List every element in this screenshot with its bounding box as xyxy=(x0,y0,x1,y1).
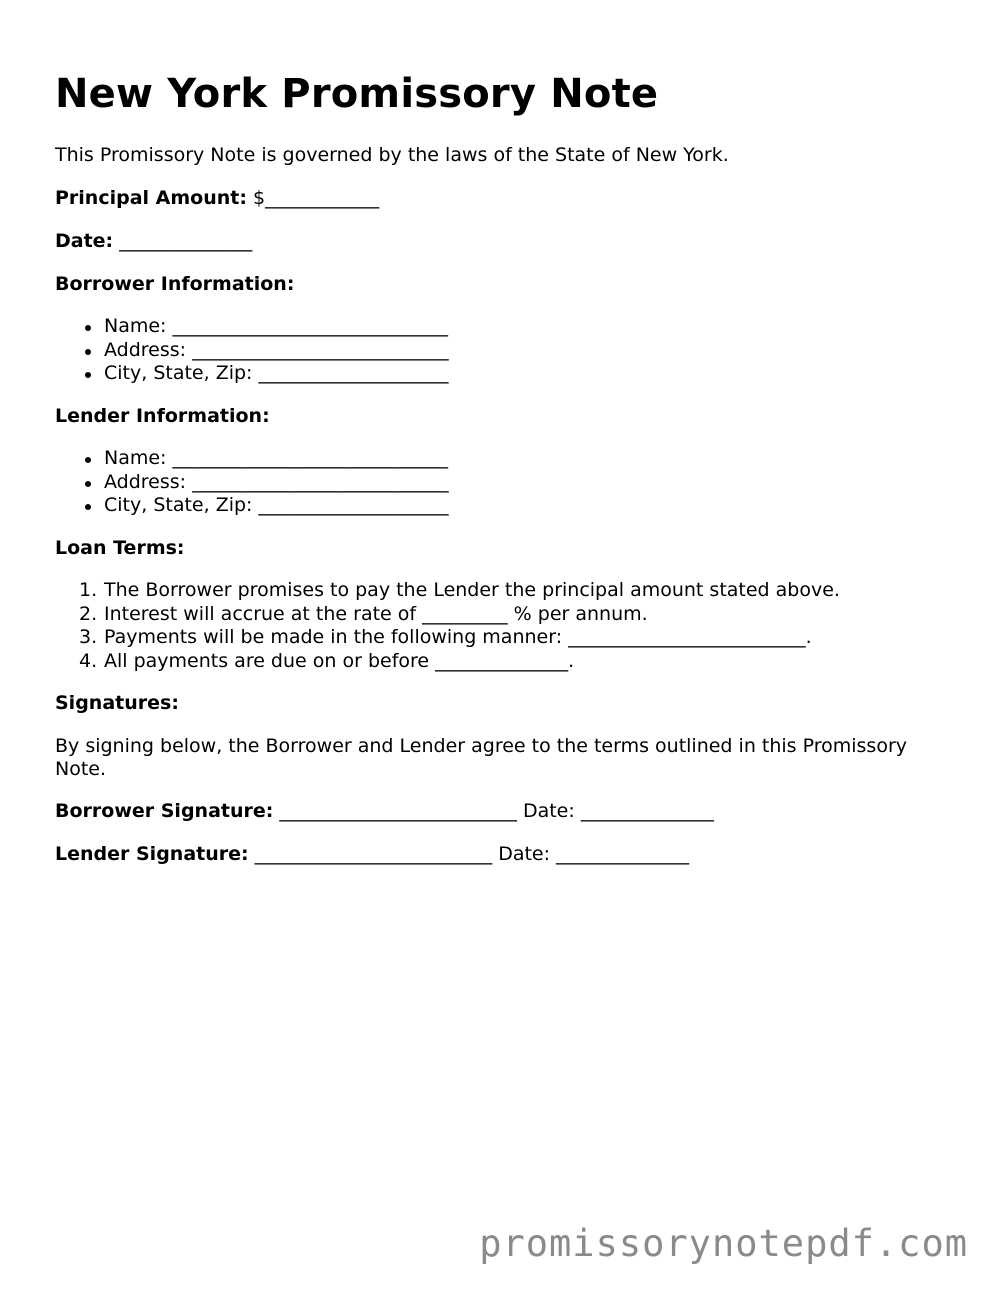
lender-address-item: Address: ___________________________ xyxy=(55,471,449,495)
lender-signature-line xyxy=(55,843,689,866)
date-line xyxy=(55,230,252,253)
lender-heading: Lender Information: xyxy=(55,405,270,427)
loan-term-number: 4. xyxy=(79,649,98,672)
borrower-signature-label: Borrower Signature: xyxy=(55,800,274,822)
loan-term-item xyxy=(55,626,840,650)
loan-terms-heading: Loan Terms: xyxy=(55,537,185,559)
loan-term-number: 3. xyxy=(79,626,98,648)
date-field: ______________ xyxy=(119,230,253,252)
loan-term-item xyxy=(55,650,840,674)
loan-term-text: All payments are due on or before ______________. xyxy=(104,649,575,672)
watermark: promissorynotepdf.com xyxy=(479,1222,968,1265)
signatures-heading: Signatures: xyxy=(55,692,179,714)
loan-term-item xyxy=(55,603,840,627)
signatures-agreement-text: By signing below, the Borrower and Lender agree to the terms outlined in this Promissory Note. xyxy=(55,735,908,780)
loan-term-number: 2. xyxy=(79,602,98,625)
principal-amount-field: $____________ xyxy=(253,187,380,209)
borrower-heading: Borrower Information: xyxy=(55,273,295,295)
lender-city-state-zip-item: City, State, Zip: ____________________ xyxy=(55,494,449,518)
lender-info-list xyxy=(55,447,449,518)
loan-term-number: 1. xyxy=(79,579,98,601)
loan-term-item xyxy=(55,579,840,603)
page-title: New York Promissory Note xyxy=(55,71,659,117)
loan-term-text: Payments will be made in the following manner: _________________________. xyxy=(104,626,812,648)
intro-text: This Promissory Note is governed by the laws of the State of New York. xyxy=(55,144,729,166)
borrower-signature-field: _________________________ Date: ______________ xyxy=(279,800,714,822)
loan-term-text: The Borrower promises to pay the Lender the principal amount stated above. xyxy=(104,579,840,601)
principal-amount-line xyxy=(55,187,379,210)
lender-signature-label: Lender Signature: xyxy=(55,843,249,865)
borrower-signature-line xyxy=(55,800,714,823)
date-label: Date: xyxy=(55,230,114,252)
loan-terms-list xyxy=(55,579,840,673)
borrower-name-item: Name: _____________________________ xyxy=(55,315,449,339)
borrower-info-list xyxy=(55,315,449,386)
lender-name-item: Name: _____________________________ xyxy=(55,447,449,471)
lender-signature-field: _________________________ Date: ______________ xyxy=(254,843,690,865)
principal-amount-label: Principal Amount: xyxy=(55,187,247,209)
borrower-city-state-zip-item: City, State, Zip: ____________________ xyxy=(55,362,449,386)
borrower-address-item: Address: ___________________________ xyxy=(55,339,449,363)
loan-term-text: Interest will accrue at the rate of _________ % per annum. xyxy=(104,602,648,625)
